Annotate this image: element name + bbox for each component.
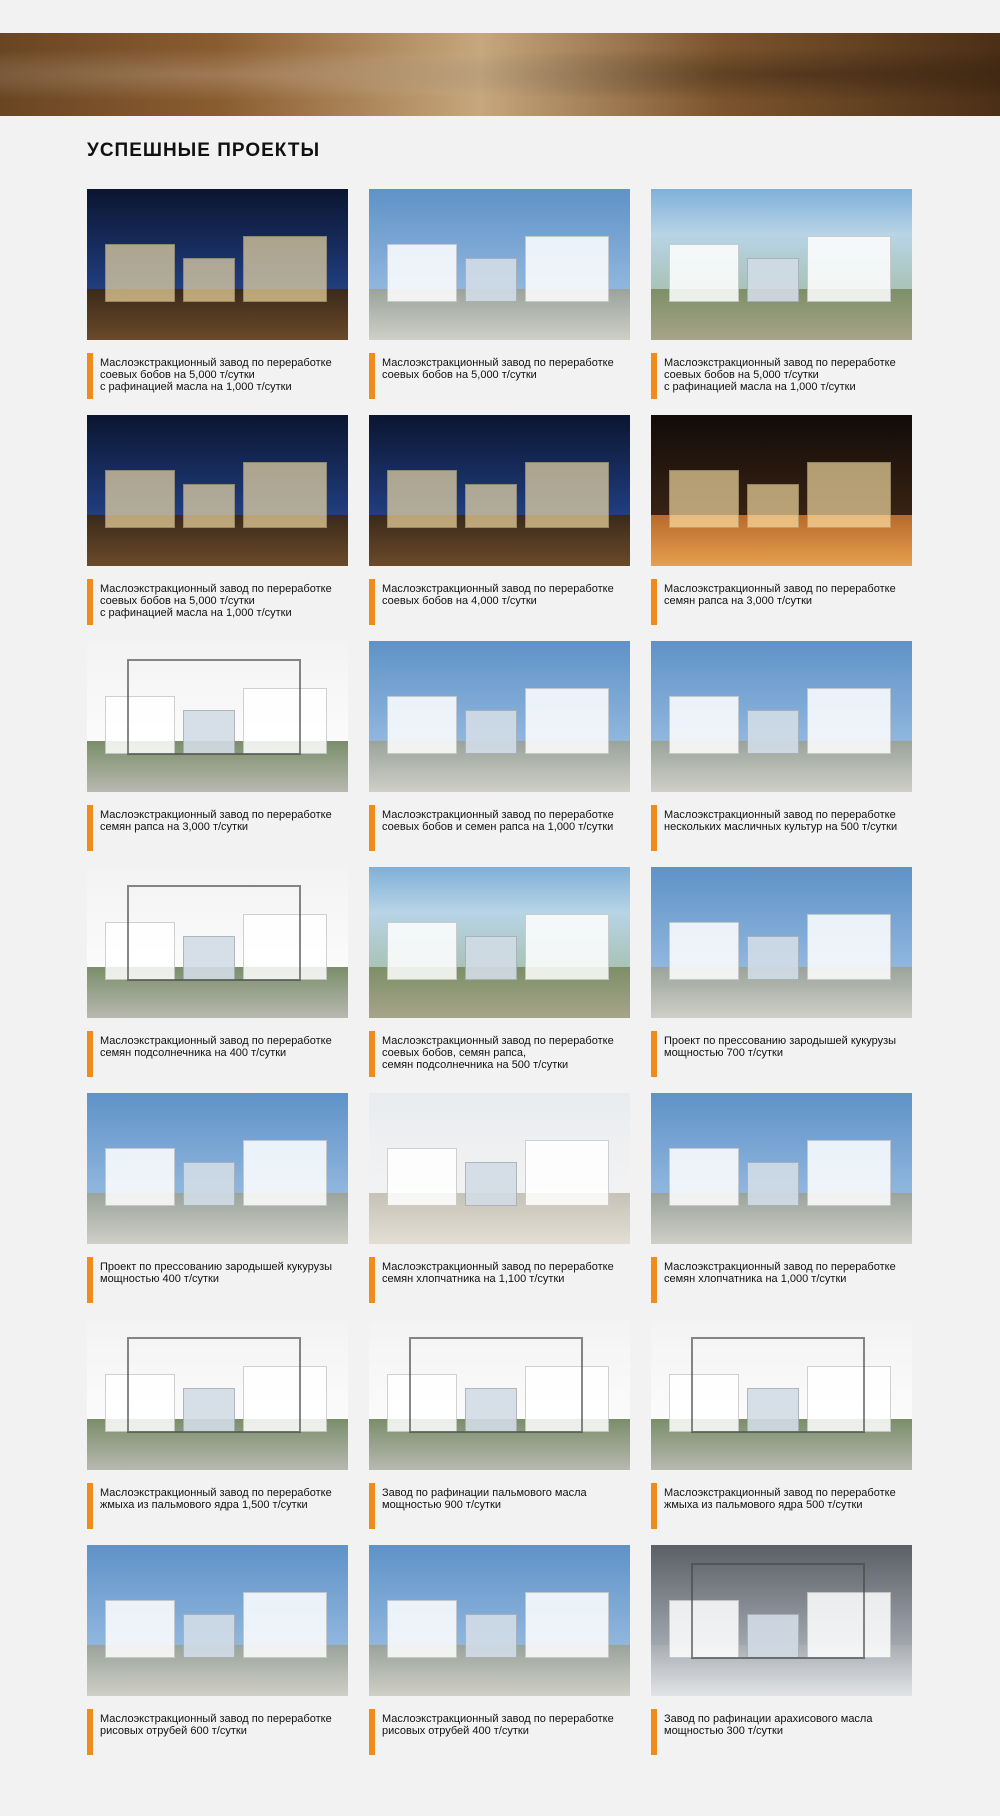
project-card[interactable]: [369, 867, 630, 1093]
project-caption-text: Маслоэкстракционный завод по переработке семян хлопчатника на 1,000 т/сутки: [664, 1261, 896, 1285]
project-caption: [87, 1483, 348, 1529]
project-photo[interactable]: [651, 641, 912, 792]
project-photo[interactable]: [369, 189, 630, 340]
caption-accent-bar: [369, 805, 375, 851]
project-card[interactable]: [369, 1093, 630, 1319]
project-caption-text: Маслоэкстракционный завод по переработке соевых бобов на 5,000 т/сутки с рафинацией масла на 1,000 т/сутки: [100, 357, 332, 393]
project-photo[interactable]: [369, 415, 630, 566]
project-card[interactable]: [651, 1545, 912, 1771]
caption-accent-bar: [87, 353, 93, 399]
project-card[interactable]: [651, 415, 912, 641]
caption-accent-bar: [651, 1257, 657, 1303]
caption-accent-bar: [87, 1257, 93, 1303]
project-caption: [651, 805, 912, 851]
project-photo[interactable]: [87, 1545, 348, 1696]
project-caption: [369, 805, 630, 851]
project-caption: [369, 579, 630, 625]
caption-accent-bar: [651, 353, 657, 399]
project-card[interactable]: [651, 867, 912, 1093]
project-photo[interactable]: [651, 189, 912, 340]
project-card[interactable]: [651, 1093, 912, 1319]
project-card[interactable]: [87, 867, 348, 1093]
project-caption: [369, 1709, 630, 1755]
project-card[interactable]: [369, 415, 630, 641]
project-caption-text: Маслоэкстракционный завод по переработке соевых бобов и семен рапса на 1,000 т/сутки: [382, 809, 614, 833]
caption-accent-bar: [651, 1031, 657, 1077]
project-card[interactable]: [651, 189, 912, 415]
project-caption-text: Маслоэкстракционный завод по переработке жмыха из пальмового ядра 1,500 т/сутки: [100, 1487, 332, 1511]
top-banner: [0, 33, 1000, 116]
project-card[interactable]: [369, 1319, 630, 1545]
project-card[interactable]: [369, 189, 630, 415]
caption-accent-bar: [651, 805, 657, 851]
project-caption: [651, 1483, 912, 1529]
project-photo[interactable]: [369, 1093, 630, 1244]
project-caption: [87, 353, 348, 399]
project-photo[interactable]: [87, 1093, 348, 1244]
project-photo[interactable]: [369, 1319, 630, 1470]
project-caption: [369, 1031, 630, 1077]
project-caption-text: Проект по прессованию зародышей кукурузы мощностью 700 т/сутки: [664, 1035, 897, 1059]
project-caption: [651, 1257, 912, 1303]
project-card[interactable]: [87, 641, 348, 867]
project-photo[interactable]: [651, 867, 912, 1018]
project-card[interactable]: [369, 641, 630, 867]
project-photo[interactable]: [651, 1545, 912, 1696]
project-photo[interactable]: [87, 1319, 348, 1470]
project-photo[interactable]: [651, 415, 912, 566]
project-card[interactable]: [87, 1093, 348, 1319]
project-photo[interactable]: [87, 189, 348, 340]
project-caption: [651, 1031, 912, 1077]
caption-accent-bar: [87, 1031, 93, 1077]
project-photo[interactable]: [369, 1545, 630, 1696]
project-caption-text: Маслоэкстракционный завод по переработке семян рапса на 3,000 т/сутки: [664, 583, 896, 607]
project-caption: [87, 1031, 348, 1077]
project-card[interactable]: [87, 189, 348, 415]
project-caption-text: Маслоэкстракционный завод по переработке соевых бобов на 5,000 т/сутки с рафинацией масла на 1,000 т/сутки: [100, 583, 332, 619]
project-caption: [369, 353, 630, 399]
project-photo[interactable]: [369, 641, 630, 792]
project-caption: [87, 1257, 348, 1303]
project-photo[interactable]: [651, 1093, 912, 1244]
project-photo[interactable]: [87, 641, 348, 792]
project-caption: [369, 1483, 630, 1529]
project-photo[interactable]: [87, 867, 348, 1018]
caption-accent-bar: [87, 1483, 93, 1529]
project-photo[interactable]: [651, 1319, 912, 1470]
caption-accent-bar: [369, 1031, 375, 1077]
page-title: УСПЕШНЫЕ ПРОЕКТЫ: [87, 140, 321, 161]
project-caption-text: Маслоэкстракционный завод по переработке семян рапса на 3,000 т/сутки: [100, 809, 332, 833]
project-caption-text: Маслоэкстракционный завод по переработке нескольких масличных культур на 500 т/сутки: [664, 809, 898, 833]
project-photo[interactable]: [369, 867, 630, 1018]
project-caption-text: Проект по прессованию зародышей кукурузы мощностью 400 т/сутки: [100, 1261, 333, 1285]
project-caption-text: Маслоэкстракционный завод по переработке соевых бобов на 5,000 т/сутки: [382, 357, 614, 381]
project-caption: [651, 579, 912, 625]
caption-accent-bar: [369, 1483, 375, 1529]
caption-accent-bar: [369, 1257, 375, 1303]
project-caption-text: Завод по рафинации арахисового масла мощностью 300 т/сутки: [664, 1713, 873, 1737]
caption-accent-bar: [87, 579, 93, 625]
project-caption-text: Маслоэкстракционный завод по переработке соевых бобов, семян рапса, семян подсолнечника на 500 т/сутки: [382, 1035, 614, 1071]
project-caption: [87, 805, 348, 851]
project-caption-text: Маслоэкстракционный завод по переработке семян подсолнечника на 400 т/сутки: [100, 1035, 332, 1059]
project-card[interactable]: [87, 1319, 348, 1545]
project-card[interactable]: [369, 1545, 630, 1771]
project-caption: [87, 1709, 348, 1755]
project-caption: [651, 1709, 912, 1755]
caption-accent-bar: [369, 1709, 375, 1755]
project-caption: [651, 353, 912, 399]
caption-accent-bar: [651, 579, 657, 625]
project-caption-text: Маслоэкстракционный завод по переработке рисовых отрубей 400 т/сутки: [382, 1713, 614, 1737]
project-caption-text: Маслоэкстракционный завод по переработке рисовых отрубей 600 т/сутки: [100, 1713, 332, 1737]
project-caption-text: Завод по рафинации пальмового масла мощностью 900 т/сутки: [382, 1487, 587, 1511]
caption-accent-bar: [87, 1709, 93, 1755]
project-caption-text: Маслоэкстракционный завод по переработке соевых бобов на 5,000 т/сутки с рафинацией масла на 1,000 т/сутки: [664, 357, 896, 393]
caption-accent-bar: [87, 805, 93, 851]
project-card[interactable]: [651, 1319, 912, 1545]
project-caption-text: Маслоэкстракционный завод по переработке жмыха из пальмового ядра 500 т/сутки: [664, 1487, 896, 1511]
projects-grid: [87, 189, 913, 1771]
caption-accent-bar: [651, 1709, 657, 1755]
caption-accent-bar: [651, 1483, 657, 1529]
project-caption: [87, 579, 348, 625]
project-photo[interactable]: [87, 415, 348, 566]
project-caption: [369, 1257, 630, 1303]
project-card[interactable]: [651, 641, 912, 867]
project-caption-text: Маслоэкстракционный завод по переработке соевых бобов на 4,000 т/сутки: [382, 583, 614, 607]
caption-accent-bar: [369, 353, 375, 399]
project-card[interactable]: [87, 415, 348, 641]
project-card[interactable]: [87, 1545, 348, 1771]
project-caption-text: Маслоэкстракционный завод по переработке семян хлопчатника на 1,100 т/сутки: [382, 1261, 614, 1285]
caption-accent-bar: [369, 579, 375, 625]
